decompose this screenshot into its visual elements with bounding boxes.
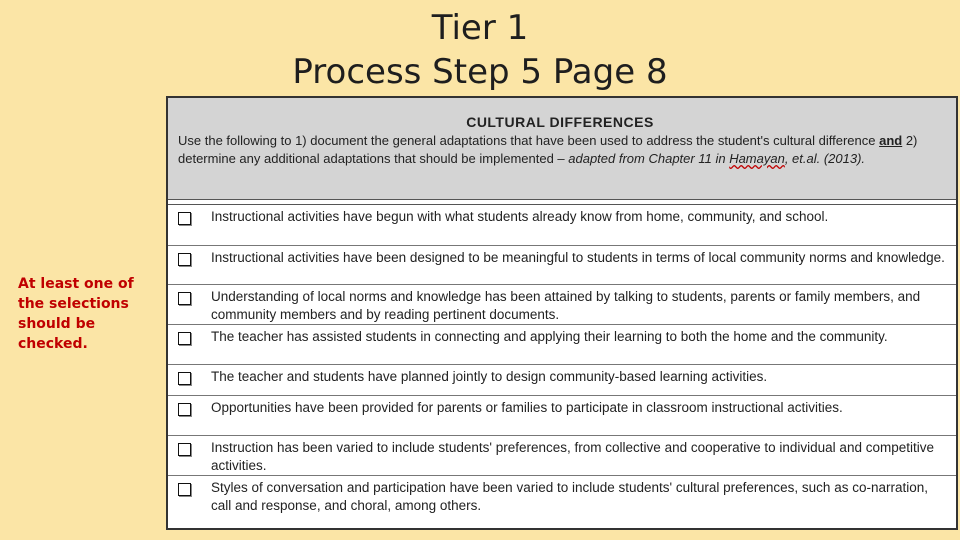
title-line-2: Process Step 5 Page 8	[292, 52, 668, 92]
checkbox[interactable]	[178, 253, 191, 266]
checklist-item-text: The teacher and students have planned jointly to design community-based learning activities.	[211, 369, 768, 384]
intro-source-tail: , et.al. (2013).	[784, 151, 866, 166]
adaptation-checklist	[168, 205, 956, 520]
checklist-item	[168, 205, 956, 246]
checkbox[interactable]	[178, 332, 191, 345]
checklist-item-text: The teacher has assisted students in connecting and applying their learning to both the home and the community.	[211, 329, 888, 344]
checkbox[interactable]	[178, 443, 191, 456]
title-line-1: Tier 1	[431, 8, 529, 48]
intro-author: Hamayan	[729, 151, 785, 166]
checklist-item	[168, 325, 956, 365]
checkbox[interactable]	[178, 292, 191, 305]
checklist-item	[168, 476, 956, 520]
checklist-item-text: Instruction has been varied to include students' preferences, from collective and cooperative to individual and competitive activities.	[211, 440, 934, 473]
form-heading: CULTURAL DIFFERENCES	[466, 114, 654, 130]
intro-and: and	[879, 133, 903, 148]
form-header	[168, 98, 956, 200]
cultural-differences-form	[166, 96, 958, 530]
checkbox[interactable]	[178, 483, 191, 496]
slide-title	[0, 6, 960, 94]
checklist-item-text: Instructional activities have been designed to be meaningful to students in terms of local community norms and knowledge.	[211, 250, 945, 265]
checklist-item-text: Styles of conversation and participation have been varied to include students' cultural preferences, such as co-narration, call and response, and choral, among others.	[211, 480, 928, 513]
intro-source	[568, 151, 865, 166]
checklist-item-text: Understanding of local norms and knowledge has been attained by talking to students, parents or family members, and community members and by reading pertinent documents.	[211, 289, 921, 322]
side-note: At least one of the selections should be checked.	[18, 276, 134, 352]
checklist-item-text: Instructional activities have begun with what students already know from home, community, and school.	[211, 209, 829, 224]
intro-source-lead: adapted from Chapter 11 in	[568, 151, 730, 166]
checkbox[interactable]	[178, 372, 191, 385]
checklist-item	[168, 436, 956, 476]
intro-part-1: Use the following to 1) document the general adaptations that have been used to address the student's cultural difference	[178, 133, 880, 148]
checklist-item	[168, 365, 956, 396]
checklist-item	[168, 285, 956, 325]
checkbox[interactable]	[178, 212, 191, 225]
checklist-item	[168, 396, 956, 436]
checklist-item	[168, 246, 956, 285]
intro-part-2: 2) determine any additional adaptations that should be implemented –	[178, 133, 918, 166]
checkbox[interactable]	[178, 403, 191, 416]
form-instructions	[178, 132, 942, 168]
checklist-item-text: Opportunities have been provided for parents or families to participate in classroom instructional activities.	[211, 400, 843, 415]
